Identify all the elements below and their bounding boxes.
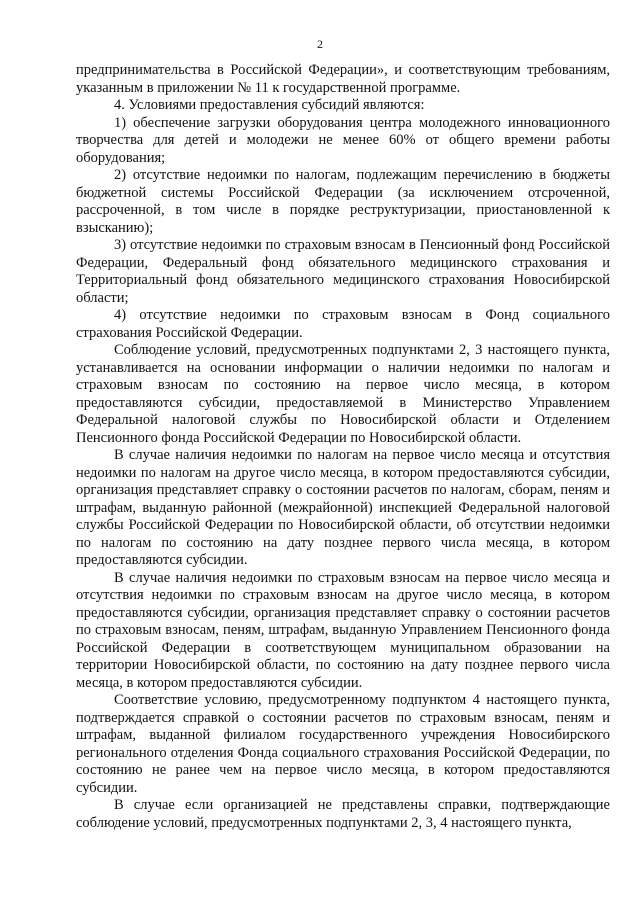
page-number: 2	[317, 37, 323, 51]
paragraph-condition-4: 4) отсутствие недоимки по страховым взносам в Фонд социального страхования Российской Федерации.	[76, 307, 610, 341]
paragraph-condition-3: 3) отсутствие недоимки по страховым взносам в Пенсионный фонд Российской Федерации, Федеральный фонд обязательного медицинского страхования и Территориальный фонд обязательного медицинского страхования Новосибирской области;	[76, 237, 610, 306]
paragraph-condition-1: 1) обеспечение загрузки оборудования центра молодежного инновационного творчества для детей и молодежи не менее 60% от общего времени работы оборудования;	[76, 114, 610, 166]
paragraph-continuation: предпринимательства в Российской Федерации», и соответствующим требованиям, указанным в приложении № 11 к государственной программе.	[76, 62, 610, 96]
document-body	[76, 62, 610, 832]
paragraph-missing-certificates: В случае если организацией не представлены справки, подтверждающие соблюдение условий, предусмотренных подпунктами 2, 3, 4 настоящего пункта,	[76, 797, 610, 831]
paragraph-conditions-heading: 4. Условиями предоставления субсидий являются:	[114, 97, 425, 113]
paragraph-insurance-arrears: В случае наличия недоимки по страховым взносам на первое число месяца и отсутствия недоимки по страховым взносам на другое число месяца, в котором предоставляются субсидии, организация представляет справку о состоянии расчетов по страховым взносам, пеням, штрафам, выданную Управлением Пенсионного фонда Российской Федерации в соответствующем муниципальном образовании на территории Новосибирской области, по состоянию на дату позднее первого числа месяца, в котором предоставляются субсидии.	[76, 569, 610, 691]
paragraph-tax-arrears: В случае наличия недоимки по налогам на первое число месяца и отсутствия недоимки по налогам на другое число месяца, в котором предоставляются субсидии, организация представляет справку о состоянии расчетов по налогам, сборам, пеням и штрафам, выданную районной (межрайонной) инспекцией Федеральной налоговой службы Российской Федерации по Новосибирской области, об отсутствии недоимки по налогам по состоянию на дату позднее первого числа месяца, в котором предоставляются субсидии.	[76, 447, 610, 568]
paragraph-condition-2: 2) отсутствие недоимки по налогам, подлежащим перечислению в бюджеты бюджетной системы Российской Федерации (за исключением отсроченной, рассроченной, в том числе в порядке реструктуризации, приостановленной к взысканию);	[76, 167, 610, 236]
paragraph-compliance-2-3: Соблюдение условий, предусмотренных подпунктами 2, 3 настоящего пункта, устанавливается на основании информации о наличии недоимки по налогам и страховым взносам по состоянию на первое число месяца, в котором предоставляются субсидии, предоставляемой в Министерство Управлением Федеральной налоговой службы по Новосибирской области и Отделением Пенсионного фонда Российской Федерации по Новосибирской области.	[76, 342, 610, 446]
paragraph-compliance-4: Соответствие условию, предусмотренному подпунктом 4 настоящего пункта, подтверждается справкой о состоянии расчетов по страховым взносам, пеням и штрафам, выданной филиалом государственного учреждения Новосибирского регионального отделения Фонда социального страхования Российской Федерации, по состоянию не ранее чем на первое число месяца, в котором предоставляются субсидии.	[76, 692, 610, 796]
